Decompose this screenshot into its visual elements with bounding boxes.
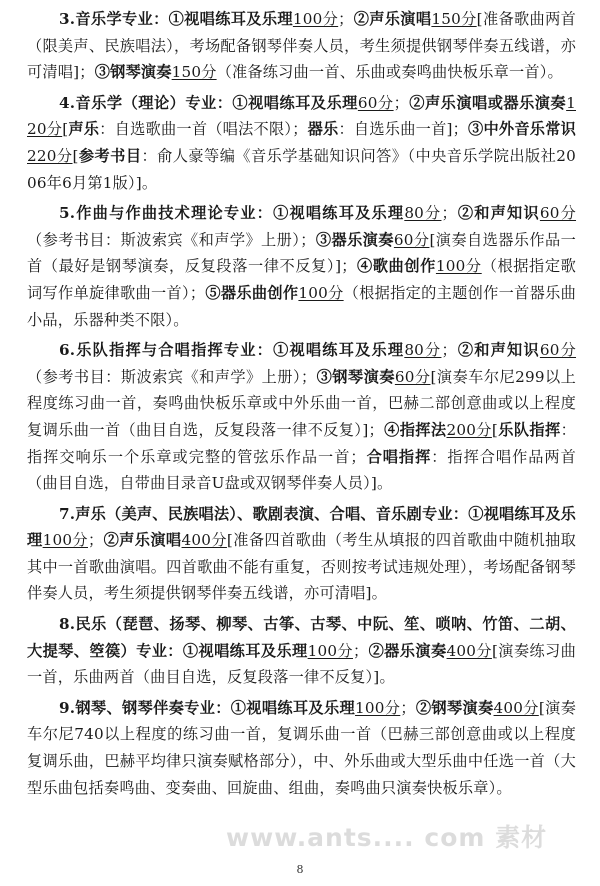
score-value: 400分 <box>493 698 539 717</box>
bold-term: ③钢琴演奏 <box>94 63 172 82</box>
bold-term: ②和声知识 <box>456 341 540 360</box>
bold-term: ④指挥法 <box>383 420 447 439</box>
paragraph <box>27 200 576 333</box>
bold-term: ②器乐演奏 <box>368 641 447 660</box>
paragraph <box>27 695 576 801</box>
score-value: 60分 <box>539 341 577 360</box>
score-value: 150分 <box>431 10 477 28</box>
text-run: ：指挥合唱作品两首（曲目自选，自带曲目录音U盘或双钢琴伴奏人员）]。 <box>27 447 576 493</box>
bold-term: 9.钢琴、钢琴伴奏专业： <box>59 698 231 717</box>
bold-term: ①视唱练耳及乐理 <box>273 204 405 223</box>
score-value: 100分 <box>292 10 339 28</box>
bold-term: ①视唱练耳及乐理 <box>230 698 356 717</box>
watermark: www.ants.... com 素材 <box>226 823 548 852</box>
bold-term: 参考书目 <box>78 146 142 165</box>
bold-term: ①视唱练耳及乐理 <box>168 10 293 28</box>
bold-term: 7.声乐（美声、民族唱法）、歌剧表演、合唱、音乐剧专业： <box>59 504 469 523</box>
text-run: [ <box>62 120 69 139</box>
text-run: [演奏练习曲一首，乐曲两首（曲目自选，反复段落一律不反复）]。 <box>27 641 577 687</box>
paragraph <box>27 611 576 691</box>
bold-term: ②声乐演唱 <box>353 10 432 28</box>
score-value: 100分 <box>42 531 88 550</box>
score-value: 150分 <box>171 63 217 82</box>
text-run: [ <box>72 146 79 165</box>
score-value: 200分 <box>446 420 492 439</box>
text-run: ； <box>441 204 457 223</box>
score-value: 80分 <box>404 204 442 223</box>
score-value: 120分 <box>27 93 576 139</box>
text-run: [准备四首歌曲（考生从填报的四首歌曲中随机抽取其中一首歌曲演唱。四首歌曲不能有重复，否则按考试违规处理），考场配备钢琴伴奏人员，考生须提供钢琴伴奏五线谱，亦可清唱]。 <box>27 531 577 603</box>
text-run: ； <box>338 10 354 28</box>
score-value: 100分 <box>298 283 344 302</box>
text-run: ：自选乐曲一首]； <box>338 120 469 139</box>
bold-term: 8.民乐（琵琶、扬琴、柳琴、古筝、古琴、中阮、笙、唢呐、竹笛、二胡、大提琴、箜篌）专业： <box>27 615 576 660</box>
score-value: 60分 <box>357 93 394 112</box>
bold-term: 合唱指挥 <box>365 447 432 466</box>
bold-term: 乐队指挥 <box>498 420 561 439</box>
bold-term: 6.乐队指挥与合唱指挥专业： <box>59 341 274 360</box>
bold-term: ②钢琴演奏 <box>415 698 494 717</box>
bold-term: ③器乐演奏 <box>315 230 394 249</box>
score-value: 400分 <box>181 531 227 550</box>
bold-term: 3.音乐学专业： <box>59 10 169 28</box>
text-run: [准备歌曲两首（限美声、民族唱法），考场配备钢琴伴奏人员，考生须提供钢琴伴奏五线谱，亦可清唱]； <box>27 10 577 82</box>
bold-term: ②和声知识 <box>456 204 540 223</box>
text-run: ； <box>87 531 104 550</box>
bold-term: ②声乐演唱 <box>103 531 182 550</box>
bold-term: ①视唱练耳及乐理 <box>27 504 576 550</box>
text-run: （根据指定的主题创作一首器乐曲小品，乐器种类不限）。 <box>27 283 577 329</box>
score-value: 100分 <box>435 257 482 276</box>
score-value: 100分 <box>355 698 401 717</box>
bold-term: 5.作曲与作曲技术理论专业： <box>59 204 274 223</box>
text-run: （根据指定歌词写作单旋律歌曲一首）； <box>27 257 577 302</box>
bold-term: ⑤器乐曲创作 <box>205 283 299 302</box>
bold-term: ①视唱练耳及乐理 <box>232 93 358 112</box>
text-run: （准备练习曲一首、乐曲或奏鸣曲快板乐章一首）。 <box>216 63 563 82</box>
text-run: （参考书目：斯波索宾《和声学》上册）； <box>27 230 316 249</box>
score-value: 220分 <box>27 146 73 165</box>
text-run: ：指挥交响乐一个乐章或完整的管弦乐作品一首； <box>27 420 576 466</box>
paragraph <box>27 6 576 86</box>
score-value: 400分 <box>446 641 492 660</box>
bold-term: 器乐 <box>307 120 339 139</box>
text-run: ； <box>400 698 416 717</box>
paragraph <box>27 337 576 497</box>
text-run: [演奏自选器乐作品一首（最好是钢琴演奏，反复段落一律不反复）]； <box>27 230 576 276</box>
text-run: [ <box>491 420 499 439</box>
bold-term: ③钢琴演奏 <box>316 367 395 386</box>
bold-term: ③中外音乐常识 <box>468 120 577 139</box>
bold-term: ②声乐演唱或器乐演奏 <box>408 93 567 112</box>
bold-term: ①视唱练耳及乐理 <box>273 341 405 360</box>
score-value: 80分 <box>404 341 442 360</box>
text-run: [演奏车尔尼740以上程度的练习曲一首，复调乐曲一首（巴赫三部创意曲或以上程度复调乐曲，巴赫平均律只演奏赋格部分），中、外乐曲或大型乐曲中任选一首（大型乐曲包括奏鸣曲、变奏曲、回旋曲、组曲，奏鸣曲只演奏快板乐章）。 <box>27 698 577 797</box>
text-run: ； <box>393 93 409 112</box>
score-value: 60分 <box>539 204 577 223</box>
text-run: ； <box>441 341 457 360</box>
score-value: 100分 <box>307 641 353 660</box>
bold-term: 4.音乐学（理论）专业： <box>59 93 233 112</box>
page-number: 8 <box>296 863 304 876</box>
score-value: 60分 <box>394 367 431 386</box>
paragraph <box>27 90 576 196</box>
text-run: ：自选歌曲一首（唱法不限）； <box>99 120 308 139</box>
bold-term: ④歌曲创作 <box>356 257 436 276</box>
score-value: 60分 <box>393 230 430 249</box>
paragraph <box>27 501 576 607</box>
document-body <box>27 6 576 801</box>
text-run: ：俞人豪等编《音乐学基础知识问答》（中央音乐学院出版社2006年6月第1版）]。 <box>27 146 576 192</box>
bold-term: ①视唱练耳及乐理 <box>182 641 308 660</box>
text-run: （参考书目：斯波索宾《和声学》上册）； <box>27 367 317 386</box>
text-run: [演奏车尔尼299以上程度练习曲一首，奏鸣曲快板乐章或中外乐曲一首，巴赫二部创意曲或以上程度复调乐曲一首（曲目自选，反复段落一律不反复）]； <box>27 367 576 439</box>
text-run: ； <box>353 641 369 660</box>
bold-term: 声乐 <box>68 120 100 139</box>
